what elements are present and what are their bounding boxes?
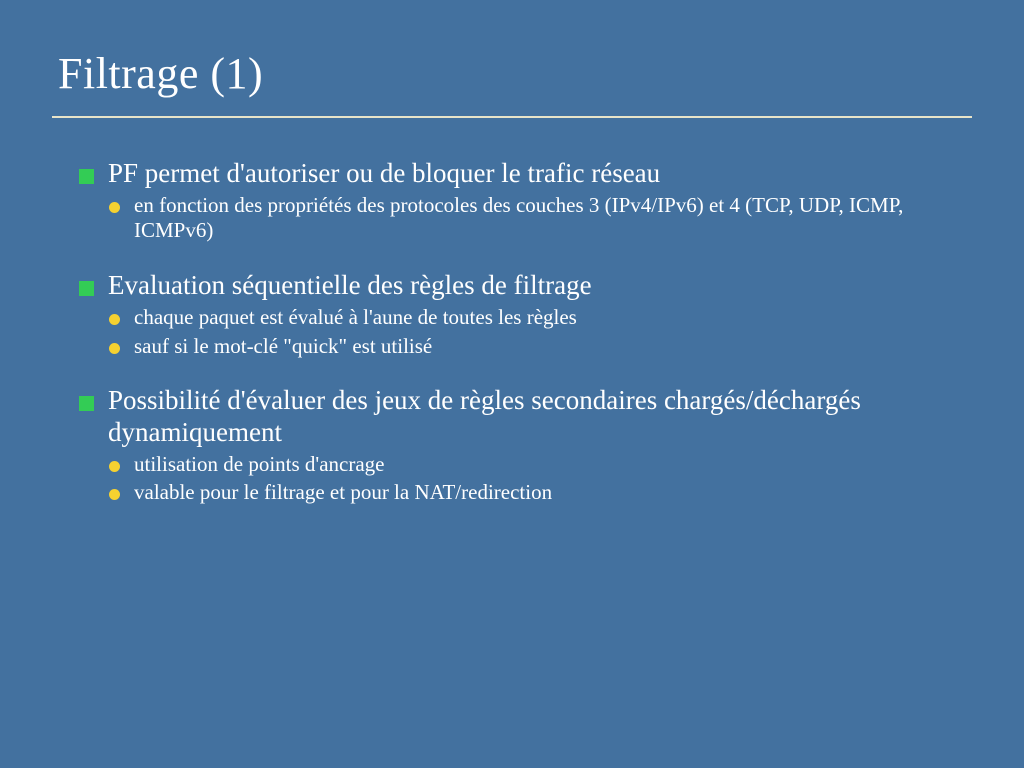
bullet-level2-text: chaque paquet est évalué à l'aune de toutes les règles [134, 304, 577, 329]
bullet-level2 [76, 334, 976, 360]
bullet-level2 [76, 193, 976, 244]
bullet-level1 [76, 385, 976, 449]
dot-bullet-icon [109, 202, 120, 213]
slide-content [76, 158, 976, 532]
bullet-level1 [76, 270, 976, 302]
bullet-level2-text: valable pour le filtrage et pour la NAT/redirection [134, 480, 553, 505]
bullet-level2 [76, 305, 976, 331]
square-bullet-icon [79, 169, 94, 184]
bullet-level2-text: en fonction des propriétés des protocoles des couches 3 (IPv4/IPv6) et 4 (TCP, UDP, ICMP, ICMPv6) [134, 192, 904, 243]
title-divider [52, 116, 972, 118]
content-block [76, 385, 976, 506]
bullet-level1-text: PF permet d'autoriser ou de bloquer le trafic réseau [108, 158, 661, 188]
content-block [76, 158, 976, 244]
bullet-level2 [76, 480, 976, 506]
bullet-level2-text: utilisation de points d'ancrage [134, 451, 385, 476]
dot-bullet-icon [109, 461, 120, 472]
dot-bullet-icon [109, 489, 120, 500]
content-block [76, 270, 976, 359]
bullet-level2 [76, 452, 976, 478]
dot-bullet-icon [109, 314, 120, 325]
bullet-level1-text: Possibilité d'évaluer des jeux de règles secondaires chargés/déchargés dynamiquement [108, 385, 861, 448]
bullet-level2-text: sauf si le mot-clé "quick" est utilisé [134, 333, 433, 358]
dot-bullet-icon [109, 343, 120, 354]
bullet-level1 [76, 158, 976, 190]
square-bullet-icon [79, 396, 94, 411]
bullet-level1-text: Evaluation séquentielle des règles de filtrage [108, 270, 592, 301]
page-title: Filtrage (1) [58, 49, 264, 98]
square-bullet-icon [79, 281, 94, 296]
